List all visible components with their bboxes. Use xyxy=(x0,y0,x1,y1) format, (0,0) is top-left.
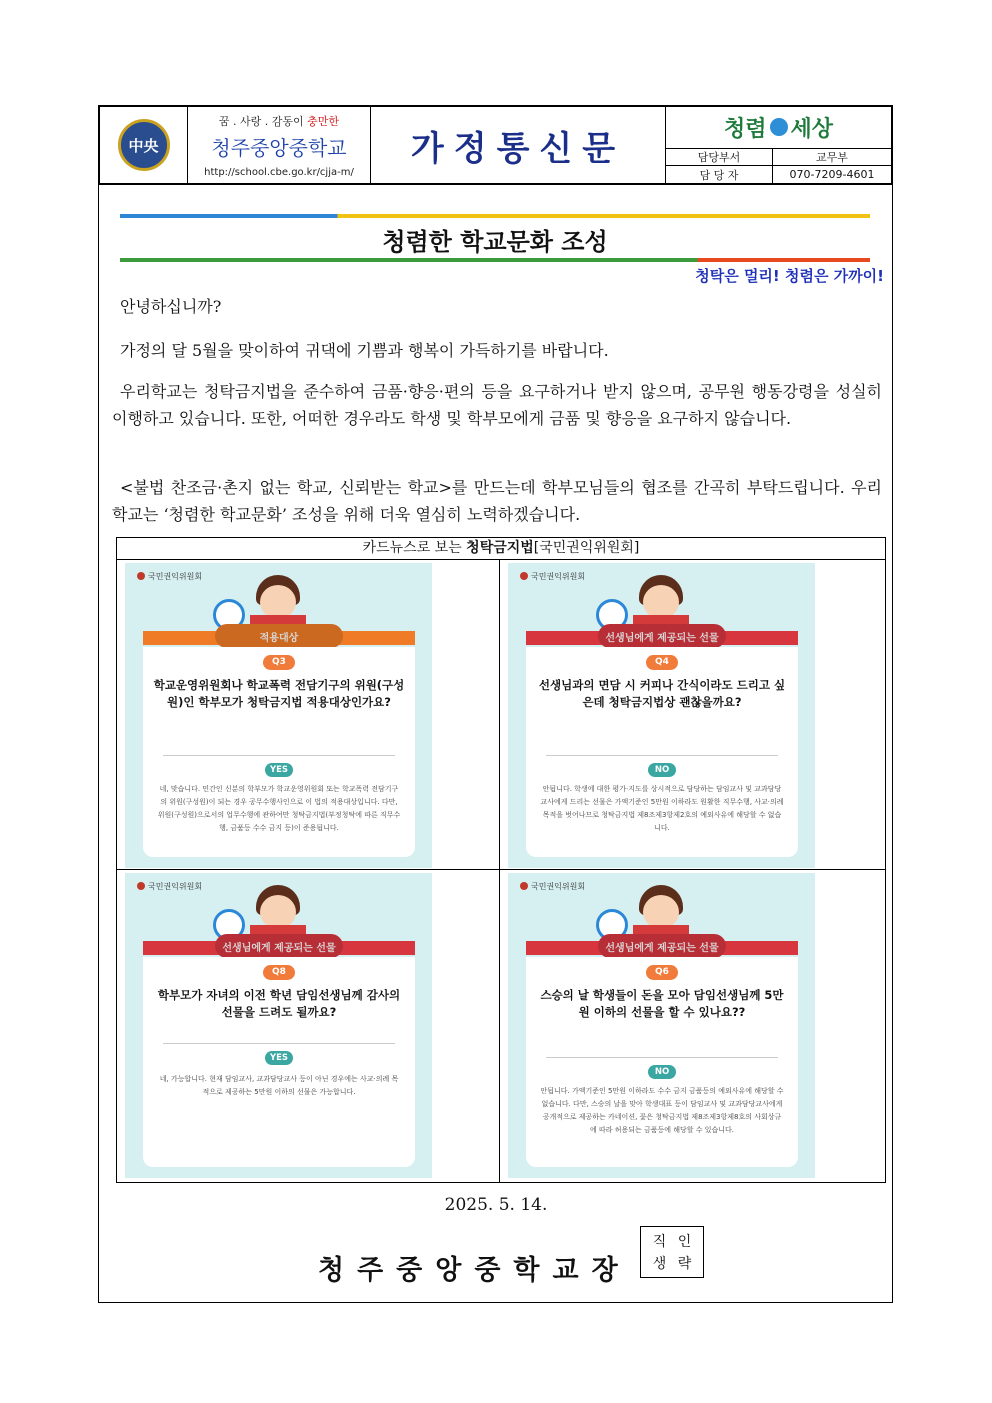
government-emblem-icon xyxy=(137,882,145,890)
answer-detail: 네, 맞습니다. 민간인 신분의 학부모가 학교운영위원회 또는 학교폭력 전담기구의 위원(구성원)이 되는 경우 공무수행사인으로 이 법의 적용대상입니다. 다만, 위원(구성원)으로서의 업무수행에 관하여만 청탁금지법(부정청탁에 따른 직무수행, 금품등 수수 금지 등)이 준용됩니다. xyxy=(157,785,401,832)
card-question: 학교운영위원회나 학교폭력 전담기구의 위원(구성원)인 학부모가 청탁금지법 적용대상인가요? xyxy=(153,678,405,709)
card-cell xyxy=(500,870,885,1182)
answer-detail: 네, 가능합니다. 현재 담임교사, 교과담당교사 등이 아닌 경우에는 사교·의례 목적으로 제공하는 5만원 이하의 선물은 가능합니다. xyxy=(159,1075,399,1096)
category-label: 선생님에게 제공되는 선물 xyxy=(598,934,726,958)
card-cell xyxy=(117,560,500,870)
integrity-slogan: 청탁은 멀리! 청렴은 가까이! xyxy=(695,267,884,285)
card-news-image xyxy=(508,873,815,1178)
school-name: 청주중앙중학교 xyxy=(211,136,347,160)
divider xyxy=(163,755,395,756)
contact-cell xyxy=(666,107,891,183)
document-title: 청렴한 학교문화 조성 xyxy=(382,228,608,256)
question-number-badge: Q4 xyxy=(646,655,678,670)
question-panel xyxy=(143,647,415,857)
answer-detail: 안됩니다. 학생에 대한 평가·지도를 상시적으로 담당하는 담임교사 및 교과담당교사에게 드리는 선물은 가액기준인 5만원 이하라도 원활한 직무수행, 사교·의례 목적을 벗어나므로 청탁금지법 제8조제3항제2호의 예외사유에 해당할 수 없습니다. xyxy=(540,785,784,832)
card-question: 스승의 날 학생들이 돈을 모아 담임선생님께 5만원 이하의 선물을 할 수 있나요?? xyxy=(540,988,784,1019)
question-panel xyxy=(143,957,415,1167)
card-org: 국민권익위원회 xyxy=(520,881,585,892)
question-number-badge: Q6 xyxy=(646,965,678,980)
card-news-heading: 카드뉴스로 보는 청탁금지법[국민권익위원회] xyxy=(117,538,885,560)
policy-paragraph: 우리학교는 청탁금지법을 준수하여 금품·향응·편의 등을 요구하거나 받지 않으며, 공무원 행동강령을 성실히 이행하고 있습니다. 또한, 어떠한 경우라도 학생 및 학부모에게 금품 및 향응을 요구하지 않습니다. xyxy=(112,382,882,428)
card-news-table xyxy=(116,537,886,1183)
card-org: 국민권익위원회 xyxy=(520,571,585,582)
newsletter-title: 가정통신문 xyxy=(371,107,666,183)
card-cell xyxy=(500,560,885,870)
divider xyxy=(546,755,778,756)
card-cell xyxy=(117,870,500,1182)
contact-row: 담 당 자 070-7209-4601 xyxy=(666,166,891,183)
card-grid xyxy=(117,560,885,1182)
answer-detail: 안됩니다. 가액기준인 5만원 이하라도 수수 금지 금품등의 예외사유에 해당할 수 없습니다. 다만, 스승의 날을 맞아 학생대표 등이 담임교사 및 교과담당교사에게 공개적으로 제공하는 카네이션, 꽃은 청탁금지법 제8조제3항제8호의 사회상규에 따라 허용되는 금품등에 해당할 수 있습니다. xyxy=(540,1087,784,1134)
greeting-paragraph: 안녕하십니까? xyxy=(120,297,222,316)
question-number-badge: Q8 xyxy=(263,965,295,980)
title-bottom-rule xyxy=(120,258,870,262)
school-url[interactable]: http://school.cbe.go.kr/cjja-m/ xyxy=(204,167,354,178)
request-paragraph: <불법 찬조금·촌지 없는 학교, 신뢰받는 학교>를 만드는데 학부모님들의 협조를 간곡히 부탁드립니다. 우리 학교는 ‘청렴한 학교문화’ 조성을 위해 더욱 열심히 노력하겠습니다. xyxy=(112,478,882,524)
category-label: 선생님에게 제공되는 선물 xyxy=(215,934,343,958)
title-top-rule xyxy=(120,214,870,218)
category-label: 선생님에게 제공되는 선물 xyxy=(598,624,726,648)
issue-date: 2025. 5. 14. xyxy=(444,1195,548,1215)
question-panel xyxy=(526,957,798,1167)
government-emblem-icon xyxy=(520,572,528,580)
divider xyxy=(163,1043,395,1044)
card-org: 국민권익위원회 xyxy=(137,571,202,582)
government-emblem-icon xyxy=(137,572,145,580)
school-motto: 꿈 . 사랑 . 감동이 충만한 xyxy=(218,115,340,128)
answer-badge: YES xyxy=(265,763,293,777)
answer-badge: NO xyxy=(648,763,676,777)
department-row: 담당부서 교무부 xyxy=(666,149,891,167)
header-table xyxy=(98,105,893,185)
divider xyxy=(546,1057,778,1058)
question-panel xyxy=(526,647,798,857)
school-info-cell xyxy=(188,107,371,183)
question-number-badge: Q3 xyxy=(263,655,295,670)
card-question: 선생님과의 면담 시 커피나 간식이라도 드리고 싶은데 청탁금지법상 괜찮을까요? xyxy=(538,678,786,709)
card-news-image xyxy=(125,563,432,868)
category-label: 적용대상 xyxy=(215,624,343,648)
school-emblem-icon: 中央 xyxy=(118,119,170,171)
seal-omitted-box: 직 인 생 략 xyxy=(640,1226,704,1278)
principal-signature: 청주중앙중학교장 xyxy=(318,1255,631,1286)
card-news-image xyxy=(125,873,432,1178)
school-emblem-cell xyxy=(100,107,188,183)
answer-badge: NO xyxy=(648,1065,676,1079)
intro-paragraph: 가정의 달 5월을 맞이하여 귀댁에 기쁨과 행복이 가득하기를 바랍니다. xyxy=(120,341,609,360)
answer-badge: YES xyxy=(265,1051,293,1065)
card-question: 학부모가 자녀의 이전 학년 담임선생님께 감사의 선물을 드려도 될까요? xyxy=(157,988,401,1019)
card-news-image xyxy=(508,563,815,868)
government-emblem-icon xyxy=(520,882,528,890)
globe-icon xyxy=(770,118,788,136)
integrity-logo: 청렴 세상 xyxy=(666,107,891,149)
card-org: 국민권익위원회 xyxy=(137,881,202,892)
